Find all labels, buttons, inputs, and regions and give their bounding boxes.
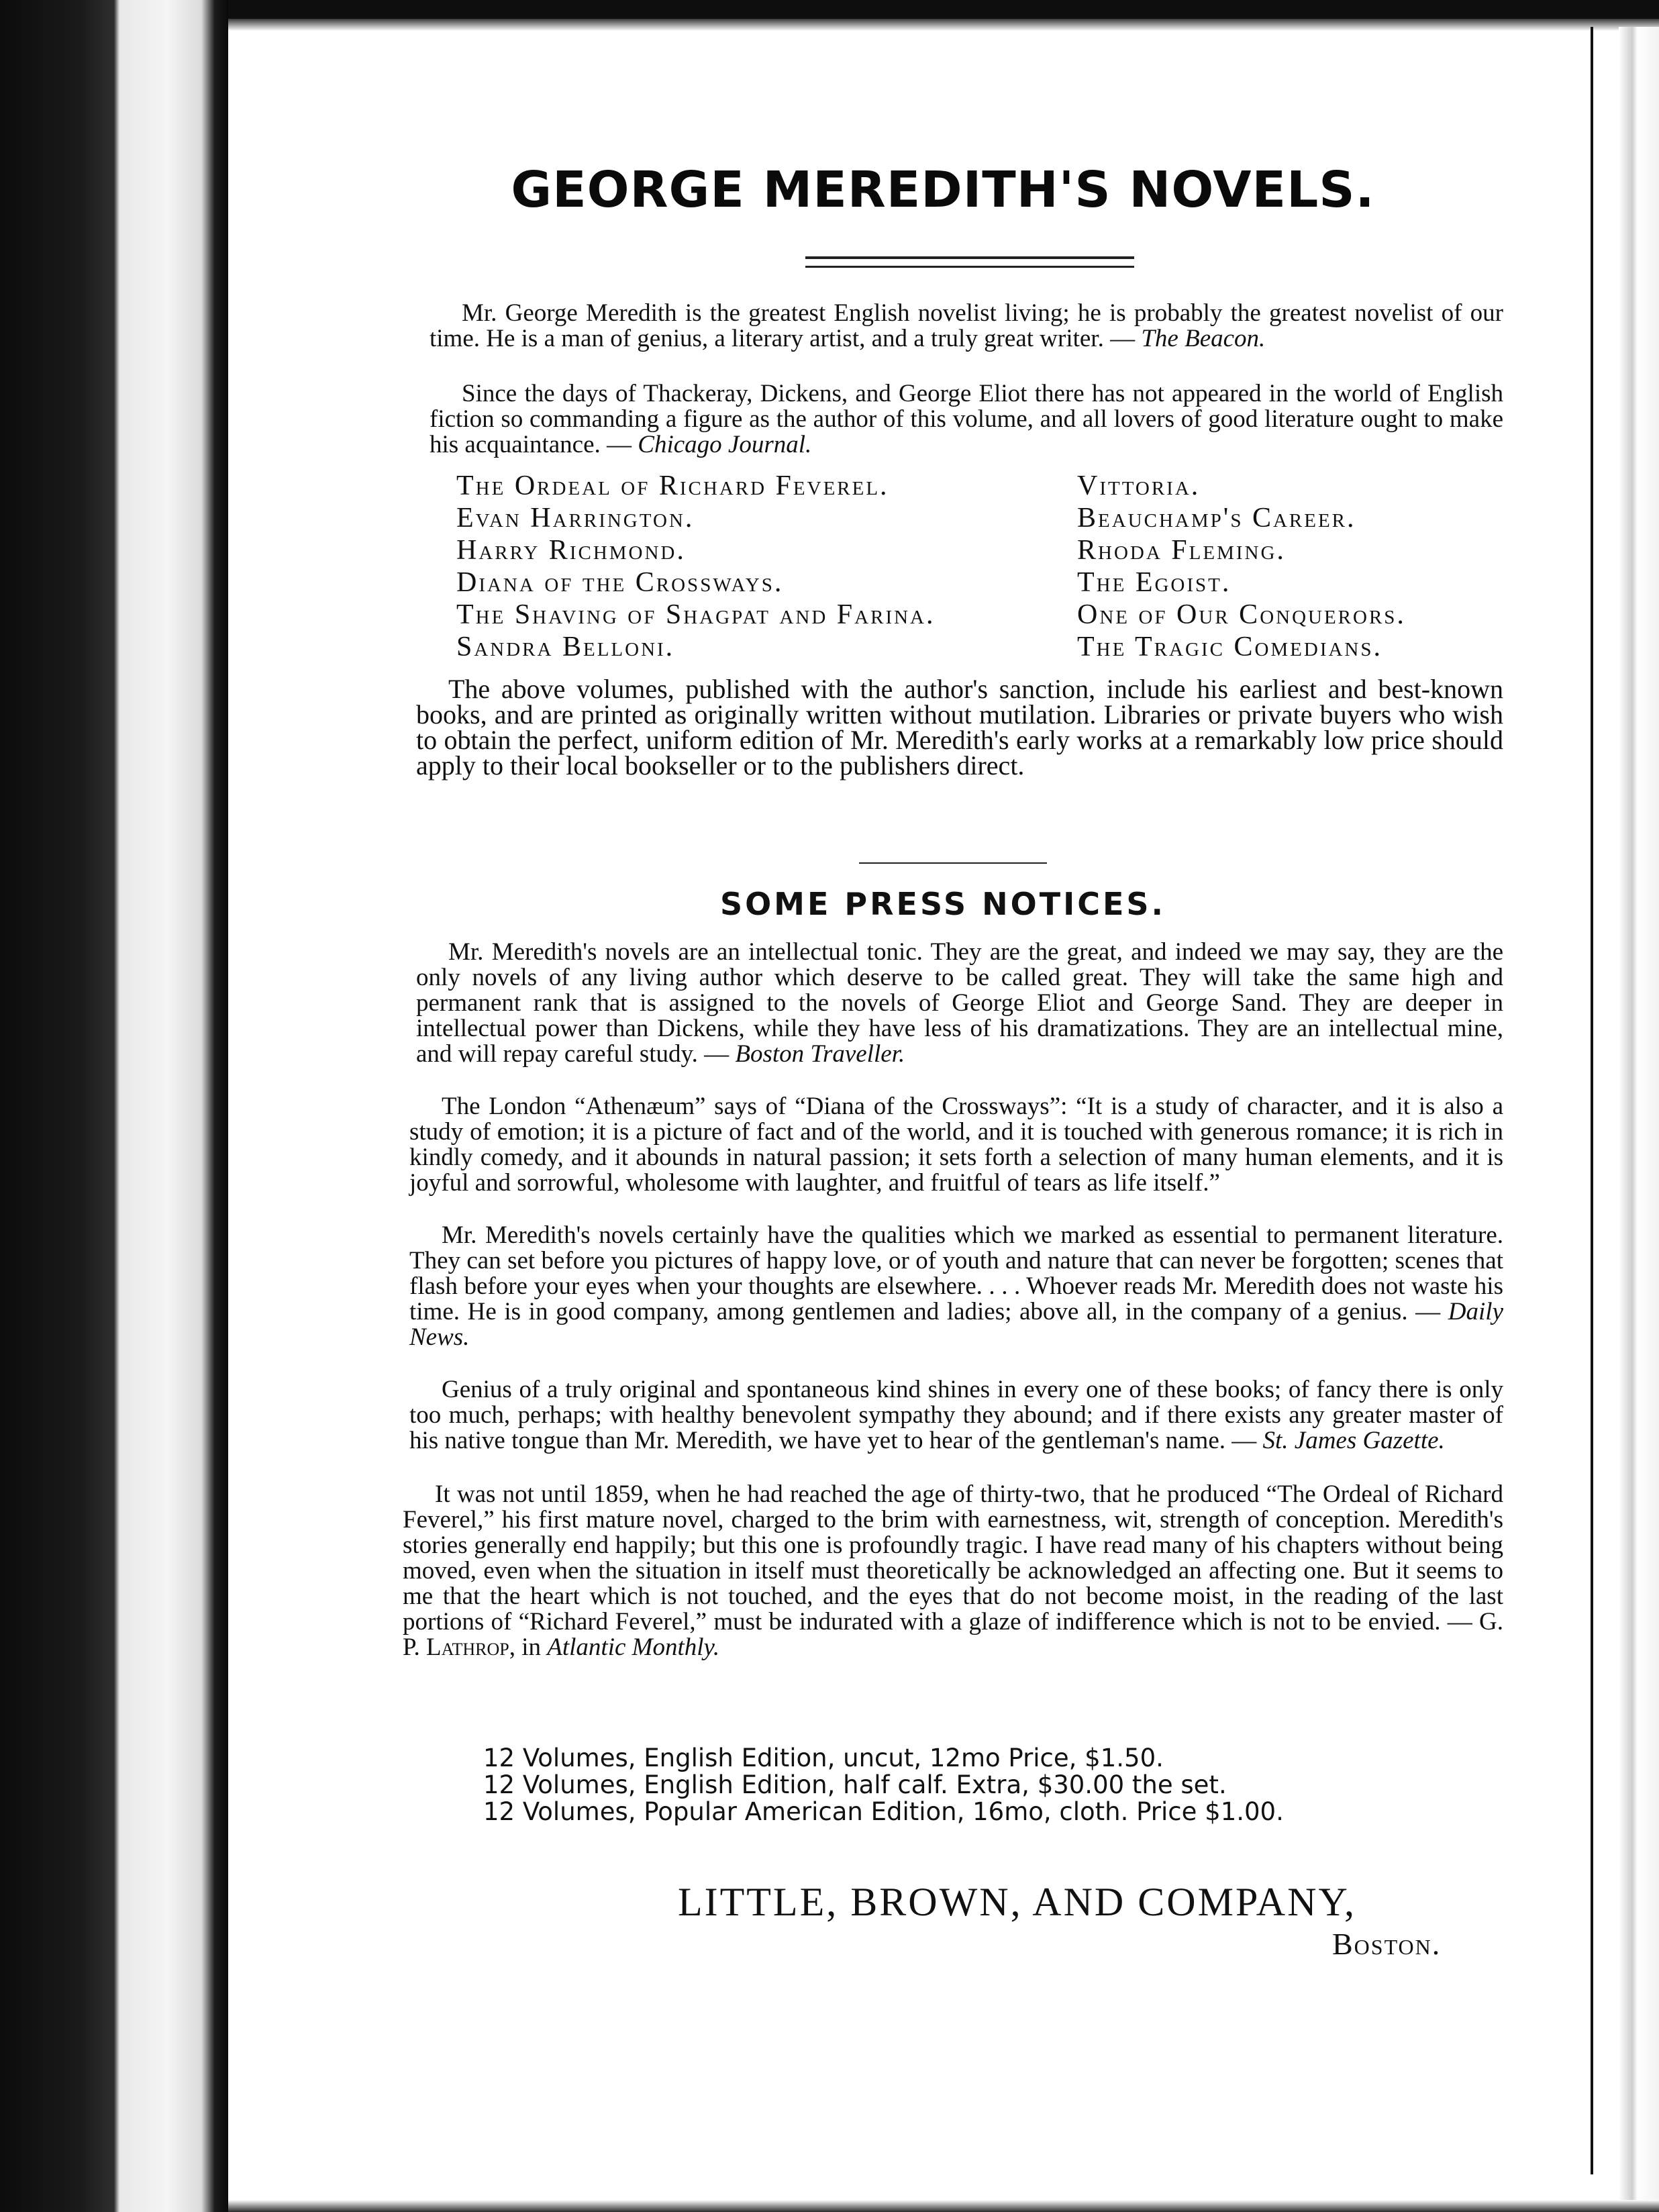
title-rule-bottom <box>805 266 1134 268</box>
novel-title: The Shaving of Shagpat and Farina. <box>456 599 936 630</box>
book-page-edges <box>0 0 228 2212</box>
novel-title: Vittoria. <box>1077 470 1201 501</box>
novel-title: The Egoist. <box>1077 567 1231 598</box>
press-notice: The London “Athenæum” says of “Diana of the Crossways”: “It is a study of character, and it is also a study of emotion; it is a picture of fact and of the world, and it is touched with generous romance; it is rich in kindly comedy, and it abounds in natural passion; it sets forth a selection of many human elements, and it is joyful and sorrowful, wholesome with laughter, and fruitful of tears as life itself.” <box>409 1093 1503 1197</box>
press-notice: Genius of a truly original and spontaneous kind shines in every one of these books; of fancy there is only too much, perhaps; with healthy benevolent sympathy they abound; and if there exists any greater master of his native tongue than Mr. Meredith, we have yet to hear of the gentleman's name. — St. James Gazette. <box>409 1376 1503 1454</box>
novel-title: Harry Richmond. <box>456 535 686 566</box>
source-citation: Boston Traveller. <box>735 1040 905 1068</box>
publisher-city: Boston. <box>1332 1927 1442 1961</box>
intro-paragraph-2: Since the days of Thackeray, Dickens, and George Eliot there has not appeared in the world of English fiction so commanding a figure as the author of this volume, and all lovers of good literature ought to make his acquaintance. — Chicago Journal. <box>430 380 1503 458</box>
page-title: GEORGE MEREDITH'S NOVELS. <box>511 161 1375 219</box>
novel-title: Sandra Belloni. <box>456 632 675 662</box>
novel-title: Beauchamp's Career. <box>1077 503 1356 534</box>
intro-paragraph-1: Mr. George Meredith is the greatest English novelist living; he is probably the greatest novelist of our time. He is a man of genius, a literary artist, and a truly great writer. — The Beacon. <box>430 299 1503 352</box>
price-line: 12 Volumes, Popular American Edition, 16mo, cloth. Price $1.00. <box>483 1797 1284 1826</box>
publisher-name: LITTLE, BROWN, AND COMPANY, <box>678 1880 1357 1924</box>
facing-page-margin <box>1619 27 1659 2212</box>
source-citation: St. James Gazette. <box>1262 1427 1445 1454</box>
press-notices-heading: SOME PRESS NOTICES. <box>719 886 1166 922</box>
volumes-paragraph: The above volumes, published with the author's sanction, include his earliest and best-known books, and are printed as originally written without mutilation. Libraries or private buyers who wish to obtain the perfect, uniform edition of Mr. Meredith's early works at a remarkably low price should apply to their local bookseller or to the publishers direct. <box>416 674 1503 781</box>
source-citation: Chicago Journal. <box>638 431 812 458</box>
novel-list-right <box>1077 470 1406 663</box>
source-citation: The Beacon. <box>1141 325 1266 352</box>
title-rule-top <box>805 256 1134 259</box>
press-notice: Mr. Meredith's novels are an intellectual tonic. They are the great, and indeed we may say, they are the only novels of any living author which deserve to be called great. They will take the same high and permanent rank that is assigned to the novels of George Eliot and George Sand. They are deeper in intellectual power than Dickens, while they have less of his dramatizations. They are an intellectual mine, and will repay careful study. — Boston Traveller. <box>416 938 1503 1068</box>
price-line: 12 Volumes, English Edition, uncut, 12mo Price, $1.50. <box>483 1744 1164 1772</box>
scan-bottom-shadow <box>228 2200 1659 2212</box>
facing-page-edge <box>1591 27 1593 2174</box>
novel-title: Evan Harrington. <box>456 503 695 534</box>
novel-list-left <box>456 470 936 663</box>
author-name: Lathrop <box>425 1633 509 1661</box>
source-citation: Daily News. <box>409 1298 1503 1351</box>
press-notice: Mr. Meredith's novels certainly have the qualities which we marked as essential to permanent literature. They can set before you pictures of happy love, or of youth and nature that can never be forgotten; scenes that flash before your eyes when your thoughts are elsewhere. . . . Whoever reads Mr. Meredith does not waste his time. He is in good company, among gentlemen and ladies; above all, in the company of a genius. — Daily News. <box>409 1221 1503 1351</box>
scan-top-shadow <box>228 19 1659 31</box>
novel-title: The Tragic Comedians. <box>1077 632 1383 662</box>
novel-title: Rhoda Fleming. <box>1077 535 1286 566</box>
press-notice: It was not until 1859, when he had reached the age of thirty-two, that he produced “The Ordeal of Richard Feverel,” his first mature novel, charged to the brim with earnestness, wit, strength of conception. Meredith's stories generally end happily; but this one is profoundly tragic. I have read many of his chapters without being moved, even when the situation in itself must theoretically be acknowledged an affecting one. But it seems to me that the heart which is not touched, and the eyes that do not become moist, in the reading of the last portions of “Richard Feverel,” must be indurated with a glaze of indifference which is not to be envied. — G. P. Lathrop, in Atlantic Monthly. <box>403 1480 1503 1661</box>
novel-title: One of Our Conquerors. <box>1077 599 1406 630</box>
source-citation: Atlantic Monthly. <box>547 1633 720 1661</box>
scan-top-border <box>0 0 1659 19</box>
price-line: 12 Volumes, English Edition, half calf. Extra, $30.00 the set. <box>483 1770 1227 1799</box>
novel-title: The Ordeal of Richard Feverel. <box>456 470 889 501</box>
novel-title: Diana of the Crossways. <box>456 567 784 598</box>
section-divider <box>859 862 1047 864</box>
